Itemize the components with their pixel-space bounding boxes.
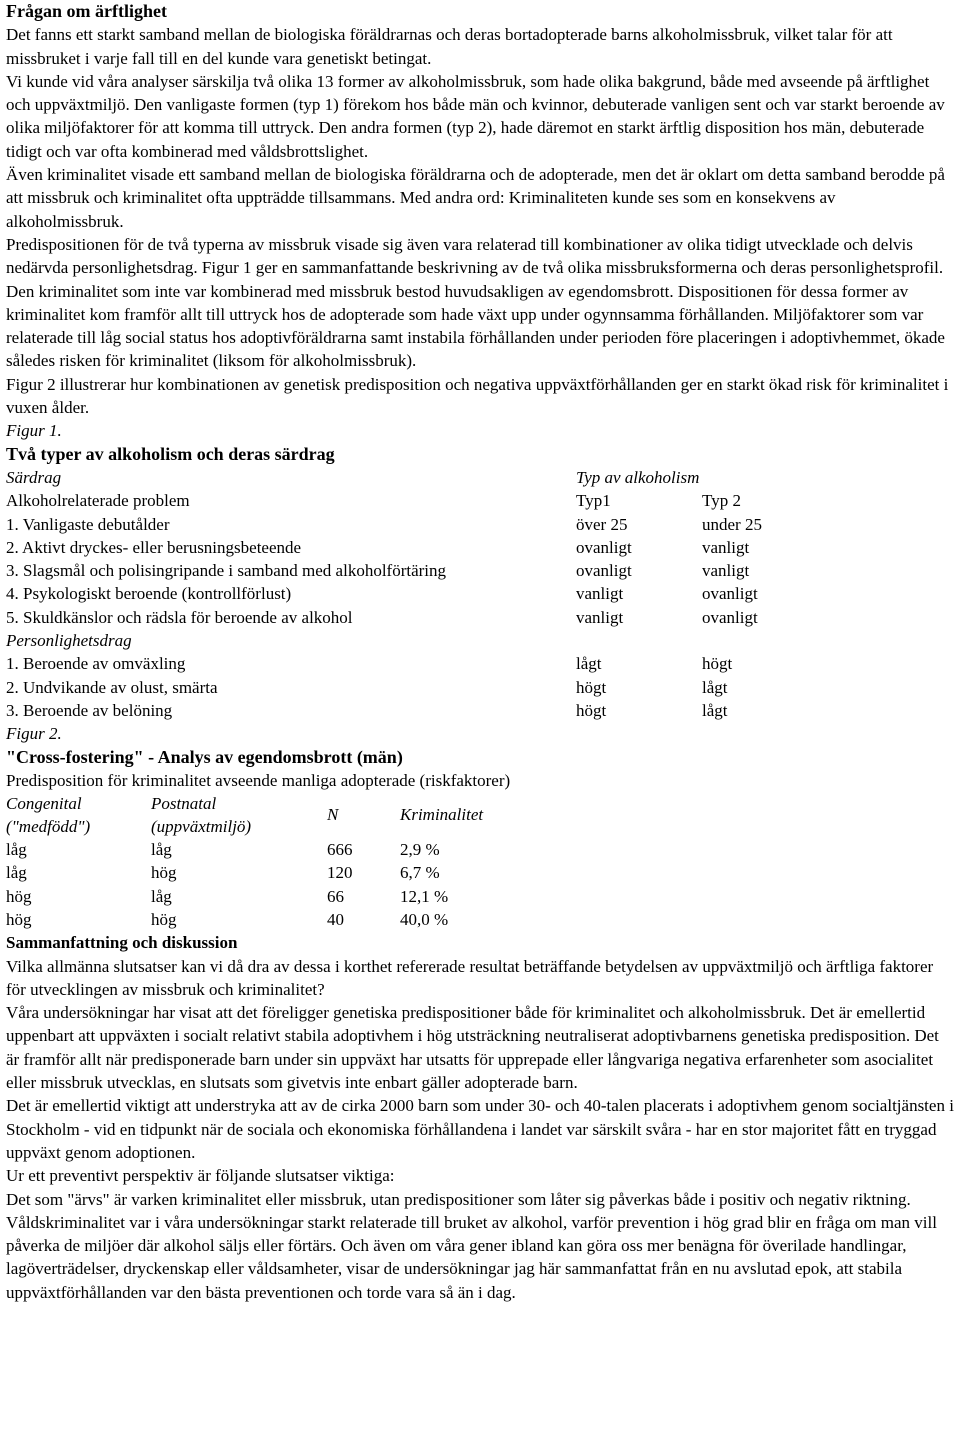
table-row-label: 1. Beroende av omväxling bbox=[6, 654, 186, 674]
table-cell: 2,9 % bbox=[400, 840, 440, 860]
table-cell: lågt bbox=[702, 677, 728, 697]
paragraph: Det fanns ett starkt samband mellan de biologiska föräldrarnas och deras bortadopterade barns alkoholmissbruk, vilket talar för att missbruket i varje fall till en del kunde vara genetiskt betingat. bbox=[6, 25, 893, 68]
table-cell: låg bbox=[151, 840, 172, 860]
table-row-label: 1. Vanligaste debutålder bbox=[6, 514, 170, 534]
paragraph: Figur 2 illustrerar hur kombinationen av genetisk predisposition och negativa uppväxtförhållanden ger en starkt ökad risk för kriminalitet i vuxen ålder. bbox=[6, 374, 949, 418]
column-header-n: N bbox=[327, 805, 339, 825]
column-header-typ: Typ av alkoholism bbox=[576, 467, 700, 487]
table-cell: under 25 bbox=[702, 514, 762, 534]
column-header-postnatal bbox=[151, 792, 327, 838]
column-header-kriminalitet: Kriminalitet bbox=[400, 805, 484, 825]
table-cell: låg bbox=[151, 886, 172, 906]
table-cell: ovanligt bbox=[702, 584, 758, 604]
table-cell: 40,0 % bbox=[400, 909, 449, 929]
figure-1-title: Två typer av alkoholism och deras särdrag bbox=[6, 443, 335, 464]
paragraph: Den kriminalitet som inte var kombinerad med missbruk bestod huvudsakligen av egendomsbrott. Dispositionen för dessa former av kriminalitet kom framför allt till uttryck hos de adopterade som hade växt upp under ogynnsamma förhållanden. Miljöfaktorer som var relaterade till låg social status hos adoptivföräldrarna samt instabila förhållanden under perioden före placeringen i adoptivhemmet, ökade således risken för kriminalitet (liksom för alkoholmissbruk). bbox=[6, 281, 945, 371]
paragraph: Ur ett preventivt perspektiv är följande slutsatser viktiga: bbox=[6, 1166, 395, 1186]
table-cell: ovanligt bbox=[576, 537, 632, 557]
figure-1-table bbox=[6, 466, 956, 722]
table-row-label: 4. Psykologiskt beroende (kontrollförlust) bbox=[6, 584, 292, 604]
figure-2-title: "Cross-fostering" - Analys av egendomsbrott (män) bbox=[6, 746, 403, 767]
paragraph: Även kriminalitet visade ett samband mellan de biologiska föräldrarna och de adopterade, men det är oklart om detta samband berodde på att missbruk och kriminalitet ofta uppträdde tillsammans. Med andra ord: Kriminaliteten kunde ses som en konsekvens av alkoholmissbruk. bbox=[6, 165, 945, 231]
table-cell: 120 bbox=[327, 863, 353, 883]
table-cell: vanligt bbox=[702, 537, 750, 557]
group-label-personlighet: Personlighetsdrag bbox=[6, 631, 132, 651]
figure-2-table bbox=[6, 792, 956, 931]
paragraph: Vilka allmänna slutsatser kan vi då dra av dessa i korthet refererade resultat beträffande betydelsen av uppväxtmiljö och ärftliga faktorer för utvecklingen av missbruk och kriminalitet? bbox=[6, 956, 934, 999]
group-label-alkohol: Alkoholrelaterade problem bbox=[6, 491, 190, 511]
figure-2-label: Figur 2. bbox=[6, 724, 62, 744]
table-cell: hög bbox=[151, 909, 177, 929]
figure-2-subtitle: Predisposition för kriminalitet avseende manliga adopterade (riskfaktorer) bbox=[6, 770, 511, 790]
table-cell: hög bbox=[6, 886, 32, 906]
table-cell: över 25 bbox=[576, 514, 628, 534]
table-cell: vanligt bbox=[702, 561, 750, 581]
type-1-header: Typ1 bbox=[576, 491, 611, 511]
table-cell: låg bbox=[6, 840, 27, 860]
paragraph: Det som "ärvs" är varken kriminalitet eller missbruk, utan predispositioner som låter sig påverkas både i positiv och negativ riktning. Våldskriminalitet var i våra undersökningar starkt relaterade till bruket av alkohol, varför prevention i hög grad blir en fråga om man vill påverka de miljöer där alkohol säljs eller förtärs. Och även om våra gener ibland kan göra oss mer benägna för överilade handlingar, lagöverträdelser, dryckenskap eller våldsamheter, visar de undersökningar jag här sammanfattat från en nu avslutad epok, att stabila uppväxtförhållanden var den bästa preventionen och torde vara så än i dag. bbox=[6, 1189, 937, 1302]
header-line: ("medfödd") bbox=[6, 817, 91, 837]
column-header-sardrag: Särdrag bbox=[6, 467, 62, 487]
table-row-label: 3. Beroende av belöning bbox=[6, 700, 173, 720]
header-line: (uppväxtmiljö) bbox=[151, 817, 252, 837]
table-cell: 6,7 % bbox=[400, 863, 440, 883]
paragraph: Vi kunde vid våra analyser särskilja två olika 13 former av alkoholmissbruk, som hade olika bakgrund, både med avseende på ärftlighet och uppväxtmiljö. Den vanligaste formen (typ 1) förekom hos både män och kvinnor, debuterade vanligen sent och var starkt beroende av olika miljöfaktorer för att komma till uttryck. Den andra formen (typ 2), hade däremot en starkt ärftlig disposition hos män, debuterade tidigt och var ofta kombinerad med våldsbrottslighet. bbox=[6, 71, 945, 161]
summary-heading: Sammanfattning och diskussion bbox=[6, 933, 238, 953]
table-row-label: 2. Aktivt dryckes- eller berusningsbeteende bbox=[6, 537, 302, 557]
column-header-congenital bbox=[6, 792, 151, 838]
table-row-label: 2. Undvikande av olust, smärta bbox=[6, 677, 218, 697]
paragraph: Det är emellertid viktigt att understryka att av de cirka 2000 barn som under 30- och 40-talen placerats i adoptivhem genom socialtjänsten i Stockholm - vid en tidpunkt när de sociala och ekonomiska förhållandena i landet var särskilt svåra - har en stor majoritet fått en tryggad uppväxt genom adoptionen. bbox=[6, 1096, 954, 1162]
paragraph: Våra undersökningar har visat att det föreligger genetiska predispositioner både för kriminalitet och alkoholmissbruk. Det är emellertid uppenbart att uppväxten i socialt relativt stabila adoptivhem i hög utsträckning neutraliserat adoptivbarnens genetiska predisposition. Det är framför allt när predisponerade barn under sin uppväxt har utsatts för upprepade eller långvariga negativa erfarenheter som asocialitet eller missbruk utvecklas, en slutsats som givetvis inte enbart gäller adopterade barn. bbox=[6, 1003, 939, 1093]
table-cell: hög bbox=[6, 909, 32, 929]
table-cell: 666 bbox=[327, 840, 353, 860]
table-cell: lågt bbox=[702, 700, 728, 720]
table-cell: låg bbox=[6, 863, 27, 883]
table-cell: 12,1 % bbox=[400, 886, 449, 906]
header-line: Congenital bbox=[6, 794, 82, 814]
section-heading: Frågan om ärftlighet bbox=[6, 1, 167, 21]
table-cell: högt bbox=[576, 700, 607, 720]
table-row-label: 3. Slagsmål och polisingripande i samband med alkoholförtäring bbox=[6, 561, 447, 581]
type-2-header: Typ 2 bbox=[702, 491, 741, 511]
table-cell: ovanligt bbox=[702, 607, 758, 627]
table-cell: lågt bbox=[576, 654, 602, 674]
header-line: Postnatal bbox=[151, 794, 217, 814]
table-cell: 66 bbox=[327, 886, 344, 906]
table-row-label: 5. Skuldkänslor och rädsla för beroende av alkohol bbox=[6, 607, 353, 627]
paragraph: Predispositionen för de två typerna av missbruk visade sig även vara relaterad till kombinationer av olika tidigt utvecklade och delvis nedärvda personlighetsdrag. Figur 1 ger en sammanfattande beskrivning av de två olika missbruksformerna och deras personlighetsprofil. bbox=[6, 234, 944, 278]
table-cell: 40 bbox=[327, 909, 344, 929]
table-cell: hög bbox=[151, 863, 177, 883]
table-cell: högt bbox=[576, 677, 607, 697]
table-cell: vanligt bbox=[576, 607, 624, 627]
figure-1-label: Figur 1. bbox=[6, 421, 62, 441]
table-cell: vanligt bbox=[576, 584, 624, 604]
table-cell: ovanligt bbox=[576, 561, 632, 581]
table-cell: högt bbox=[702, 654, 733, 674]
